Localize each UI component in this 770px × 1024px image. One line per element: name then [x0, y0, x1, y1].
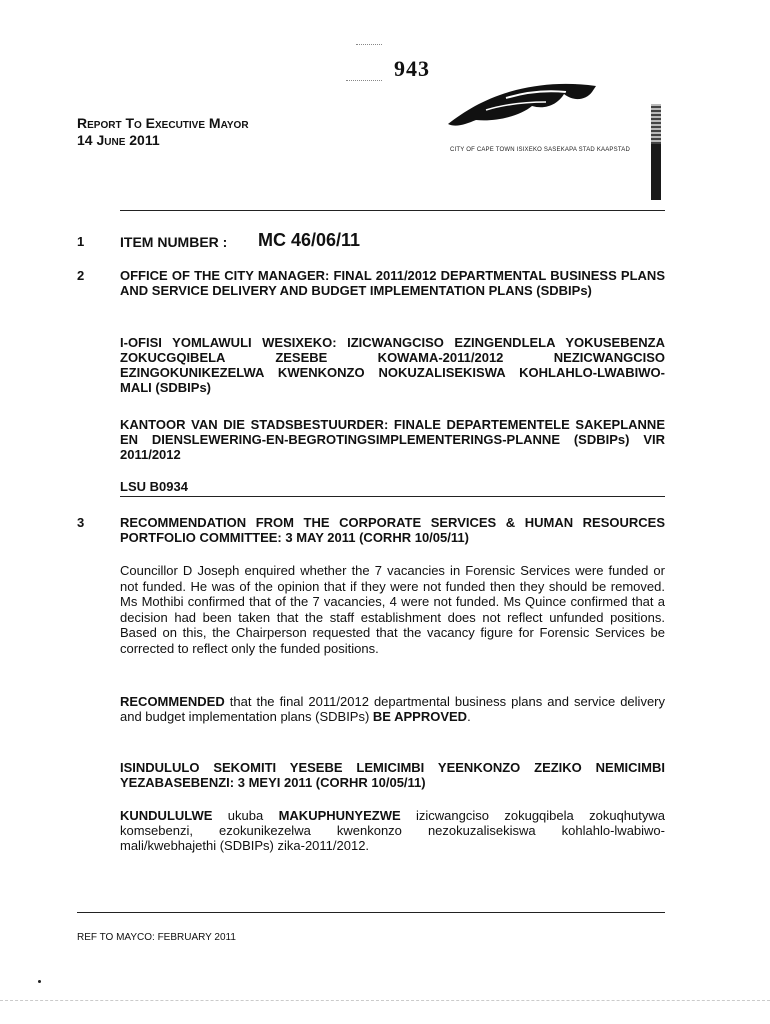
be-approved-label: BE APPROVED — [372, 709, 468, 724]
section-divider — [120, 496, 665, 497]
report-date: 14 June 2011 — [77, 132, 160, 148]
header-divider — [120, 210, 665, 211]
item-number-label: ITEM NUMBER : — [120, 234, 228, 250]
scan-dots — [356, 44, 382, 51]
item-2-afrikaans-title: KANTOOR VAN DIE STADSBESTUURDER: FINALE DEPARTEMENTELE SAKEPLANNE EN DIENSLEWERING-EN-BEGROTINGSIMPLEMENTERINGS-PLANNE (SDBIPs) VIR 2011/2012 — [120, 417, 665, 462]
page-number: 943 — [394, 56, 430, 81]
city-logo — [446, 80, 616, 132]
item-3-discussion: Councillor D Joseph enquired whether the 7 vacancies in Forensic Services were funded or not funded. He was of the opinion that if they were not funded then they should be removed. Ms Mothibi confirmed that of the 7 vacancies, 4 were not funded. Ms Quince confirmed that a decision had been taken that the staff establishment does not reflect unfunded positions. Based on this, the Chairperson requested that the vacancy figure for Forensic Services be corrected to reflect only the funded positions. — [120, 563, 665, 656]
item-2-english-title: OFFICE OF THE CITY MANAGER: FINAL 2011/2012 DEPARTMENTAL BUSINESS PLANS AND SERVICE DELIVERY AND BUDGET IMPLEMENTATION PLANS (SDBIPs) — [120, 268, 665, 298]
footer-reference: REF TO MAYCO: FEBRUARY 2011 — [77, 932, 236, 943]
makuphunyezwe-label: MAKUPHUNYEZWE — [278, 808, 401, 823]
scan-edge-bar-texture — [651, 104, 661, 144]
recommendation-paragraph — [120, 694, 665, 724]
scan-bottom-noise — [0, 1000, 770, 1003]
recommendation-text: that the final 2011/2012 departmental business plans and service delivery and budget implementation plans (SDBIPs) — [120, 694, 665, 724]
item-3-number: 3 — [77, 515, 85, 530]
item-2-xhosa-title: I-OFISI YOMLAWULI WESIXEKO: IZICWANGCISO EZINGENDLELA YOKUSEBENZA ZOKUCGQIBELA ZESEBE KOWAMA-2011/2012 NEZICWANGCISO EZINGOKUNIKEZELWA KWENKONZO NOKUZALISEKISWA KOHLAHLO-LWABIWO-MALI (SDBIPs) — [120, 335, 665, 395]
recommendation-end: . — [467, 709, 471, 724]
report-title: Report To Executive Mayor — [77, 115, 249, 131]
lsu-reference: LSU B0934 — [120, 479, 188, 494]
item-2-number: 2 — [77, 268, 85, 283]
item-number-value: MC 46/06/11 — [258, 230, 361, 250]
recommended-label: RECOMMENDED — [120, 694, 225, 709]
xhosa-recommendation-paragraph — [120, 808, 665, 853]
scan-speck — [38, 980, 41, 983]
scan-dots — [346, 80, 382, 81]
xhosa-text-a: ukuba — [212, 808, 279, 823]
xhosa-text-b: izicwangciso zokugqibela zokuqhutywa komsebenzi, ezokunikezelwa kwenkonzo nezokuzalisekiswa kohlahlo-lwabiwo-mali/kwebhajethi (SDBIPs) zika-2011/2012. — [120, 808, 665, 853]
item-3-heading: RECOMMENDATION FROM THE CORPORATE SERVICES & HUMAN RESOURCES PORTFOLIO COMMITTEE: 3 MAY 2011 (CORHR 10/05/11) — [120, 515, 665, 545]
item-1-number: 1 — [77, 234, 85, 249]
footer-divider — [77, 912, 665, 913]
report-header — [77, 115, 249, 149]
kundululwe-label: KUNDULULWE — [120, 808, 213, 823]
logo-caption: CITY OF CAPE TOWN ISIXEKO SASEKAPA STAD KAAPSTAD — [450, 147, 630, 153]
xhosa-recommendation-heading: ISINDULULO SEKOMITI YESEBE LEMICIMBI YEENKONZO ZEZIKO NEMICIMBI YEZABASEBENZI: 3 MEYI 2011 (CORHR 10/05/11) — [120, 760, 665, 790]
